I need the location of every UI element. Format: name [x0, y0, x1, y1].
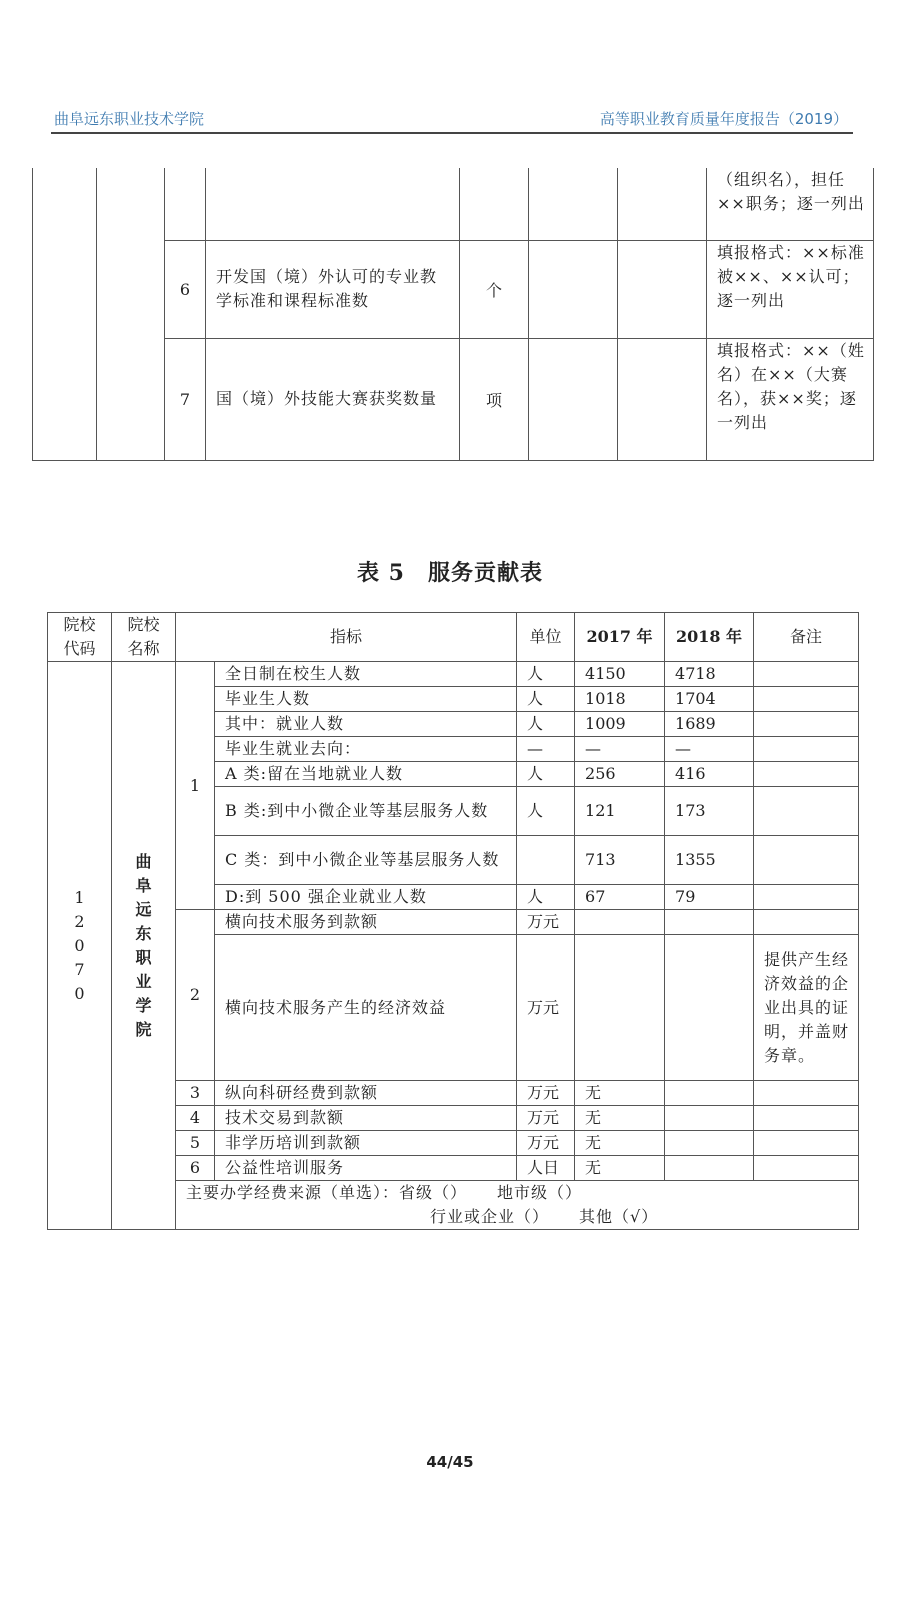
value-2017-cell: 121: [575, 787, 665, 836]
note-cell: [754, 1081, 859, 1106]
note-cell: [754, 687, 859, 712]
table-row: [33, 168, 874, 240]
value-2017-cell: [529, 168, 618, 240]
unit-cell: 人: [517, 762, 575, 787]
header-2017: 2017 年: [575, 613, 665, 662]
school-name-char: 职: [135, 947, 152, 967]
table-row: [48, 662, 859, 687]
indicator-cell: 横向技术服务到款额: [215, 910, 517, 935]
value-2017-cell: 无: [575, 1106, 665, 1131]
funding-option-other: 其他（√）: [579, 1207, 659, 1226]
unit-cell: [517, 836, 575, 885]
note-cell: [754, 885, 859, 910]
funding-option-provincial: 省级（）: [399, 1183, 468, 1202]
school-code-digit: 2: [74, 911, 85, 931]
school-name-char: 远: [135, 899, 152, 919]
note-cell: [754, 762, 859, 787]
value-2017-cell: —: [575, 737, 665, 762]
note-cell: [754, 1131, 859, 1156]
indicator-cell: [206, 168, 460, 240]
table-title: 表 5 服务贡献表: [357, 560, 543, 586]
header-name: 院校名称: [112, 613, 176, 662]
school-name-char: 东: [135, 923, 152, 943]
seq-cell: 6: [165, 240, 206, 338]
value-2018-cell: 79: [665, 885, 754, 910]
unit-cell: 项: [460, 338, 529, 460]
header-2018: 2018 年: [665, 613, 754, 662]
value-2017-cell: [529, 240, 618, 338]
note-cell: [754, 787, 859, 836]
indicator-cell: 开发国（境）外认可的专业教学标准和课程标准数: [206, 240, 460, 338]
value-2018-cell: 416: [665, 762, 754, 787]
note-cell: [754, 1156, 859, 1181]
value-2017-cell: 无: [575, 1156, 665, 1181]
school-code-cell: [48, 662, 112, 1230]
indicator-cell: D:到 500 强企业就业人数: [215, 885, 517, 910]
funding-option-industry: 行业或企业（）: [430, 1207, 550, 1226]
value-2018-cell: 1704: [665, 687, 754, 712]
unit-cell: 人: [517, 712, 575, 737]
unit-cell: 万元: [517, 935, 575, 1081]
value-2018-cell: [618, 168, 707, 240]
seq-cell: 1: [176, 662, 215, 910]
value-2018-cell: 1689: [665, 712, 754, 737]
value-2018-cell: [618, 240, 707, 338]
seq-cell: 7: [165, 338, 206, 460]
unit-cell: 人: [517, 885, 575, 910]
school-name-char: 学: [135, 995, 152, 1015]
unit-cell: 万元: [517, 1131, 575, 1156]
value-2017-cell: [575, 910, 665, 935]
unit-cell: 万元: [517, 910, 575, 935]
indicator-cell: 全日制在校生人数: [215, 662, 517, 687]
note-cell: （组织名），担任××职务；逐一列出: [707, 168, 874, 240]
note-cell: [754, 712, 859, 737]
value-2018-cell: —: [665, 737, 754, 762]
school-code-digit: 0: [74, 983, 85, 1003]
indicator-cell: A 类:留在当地就业人数: [215, 762, 517, 787]
indicator-cell: 纵向科研经费到款额: [215, 1081, 517, 1106]
funding-option-municipal: 地市级（）: [497, 1183, 583, 1202]
funding-cell: [176, 1181, 859, 1230]
unit-cell: 万元: [517, 1106, 575, 1131]
value-2017-cell: 无: [575, 1131, 665, 1156]
funding-label: 主要办学经费来源（单选）：: [186, 1183, 400, 1202]
header-indicator: 指标: [176, 613, 517, 662]
page-number: 44/45: [426, 1453, 474, 1471]
indicator-cell: 国（境）外技能大赛获奖数量: [206, 338, 460, 460]
seq-cell: 2: [176, 910, 215, 1081]
unit-cell: [460, 168, 529, 240]
seq-cell: 5: [176, 1131, 215, 1156]
school-name-char: 阜: [135, 875, 152, 895]
seq-cell: 4: [176, 1106, 215, 1131]
value-2018-cell: 4718: [665, 662, 754, 687]
unit-cell: 人日: [517, 1156, 575, 1181]
school-name-char: 业: [135, 971, 152, 991]
school-code-digit: 1: [74, 887, 85, 907]
value-2018-cell: [665, 910, 754, 935]
name-cell: [97, 168, 165, 460]
note-cell: [754, 737, 859, 762]
note-cell: [754, 662, 859, 687]
note-cell: 填报格式：××（姓名）在××（大赛名），获××奖；逐一列出: [707, 338, 874, 460]
header-school-name: 曲阜远东职业技术学院: [54, 110, 205, 128]
school-code-digit: 7: [74, 959, 85, 979]
seq-cell: 6: [176, 1156, 215, 1181]
indicator-cell: 毕业生人数: [215, 687, 517, 712]
school-name-char: 院: [135, 1019, 152, 1039]
school-code-digit: 0: [74, 935, 85, 955]
unit-cell: 人: [517, 687, 575, 712]
note-cell: [754, 910, 859, 935]
note-cell: 填报格式：××标准被××、××认可；逐一列出: [707, 240, 874, 338]
value-2017-cell: 4150: [575, 662, 665, 687]
indicator-cell: 非学历培训到款额: [215, 1131, 517, 1156]
value-2018-cell: [618, 338, 707, 460]
value-2018-cell: [665, 1106, 754, 1131]
seq-cell: [165, 168, 206, 240]
indicator-cell: 公益性培训服务: [215, 1156, 517, 1181]
indicator-cell: 毕业生就业去向：: [215, 737, 517, 762]
school-name-cell: [112, 662, 176, 1230]
value-2018-cell: [665, 1081, 754, 1106]
service-contribution-table: [47, 612, 859, 1230]
seq-cell: 3: [176, 1081, 215, 1106]
indicator-cell: C 类：到中小微企业等基层服务人数: [215, 836, 517, 885]
value-2017-cell: 713: [575, 836, 665, 885]
indicator-cell: 技术交易到款额: [215, 1106, 517, 1131]
unit-cell: 个: [460, 240, 529, 338]
value-2017-cell: 67: [575, 885, 665, 910]
note-cell: [754, 836, 859, 885]
header-report-title: 高等职业教育质量年度报告（2019）: [599, 110, 848, 128]
value-2018-cell: [665, 1131, 754, 1156]
unit-cell: 人: [517, 787, 575, 836]
value-2017-cell: 256: [575, 762, 665, 787]
value-2017-cell: [575, 935, 665, 1081]
unit-cell: —: [517, 737, 575, 762]
value-2017-cell: 1009: [575, 712, 665, 737]
value-2018-cell: 173: [665, 787, 754, 836]
indicator-cell: 其中：就业人数: [215, 712, 517, 737]
value-2017-cell: 无: [575, 1081, 665, 1106]
indicator-cell: 横向技术服务产生的经济效益: [215, 935, 517, 1081]
value-2018-cell: [665, 1156, 754, 1181]
header-note: 备注: [754, 613, 859, 662]
unit-cell: 人: [517, 662, 575, 687]
header-code: 院校代码: [48, 613, 112, 662]
header-unit: 单位: [517, 613, 575, 662]
value-2017-cell: 1018: [575, 687, 665, 712]
code-cell: [33, 168, 97, 460]
table-header-row: [48, 613, 859, 662]
value-2018-cell: 1355: [665, 836, 754, 885]
note-cell: [754, 1106, 859, 1131]
indicator-cell: B 类:到中小微企业等基层服务人数: [215, 787, 517, 836]
unit-cell: 万元: [517, 1081, 575, 1106]
continued-table: [32, 168, 874, 461]
note-cell: 提供产生经济效益的企业出具的证明，并盖财务章。: [754, 935, 859, 1081]
value-2017-cell: [529, 338, 618, 460]
value-2018-cell: [665, 935, 754, 1081]
header-divider: [51, 132, 853, 134]
school-name-char: 曲: [135, 851, 152, 871]
